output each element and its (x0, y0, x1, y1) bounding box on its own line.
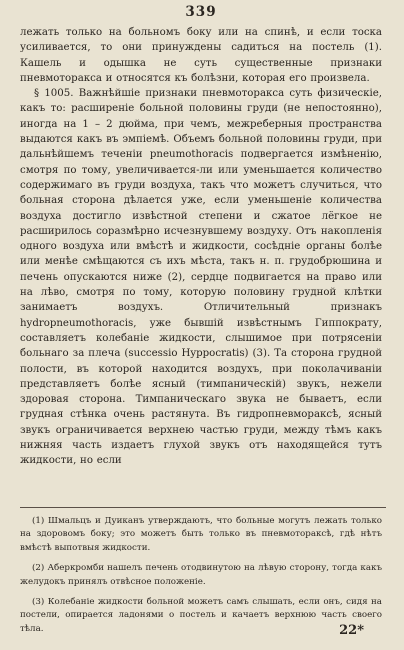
printer-signature-mark: 22* (339, 623, 364, 638)
paragraph-continuation: лежать только на больномъ боку или на спинѣ, и если тоска усиливается, то они принуждены садиться на постель (1). Кашель и одышка не суть существенные признаки пневмоторакса и относятся къ болѣзни, которая его произвела. (20, 27, 382, 84)
footnote-2: (2) Аберкромби нашелъ печень отодвинутою на лѣвую сторону, тогда какъ желудокъ принялъ отвѣсное положеніе. (20, 563, 382, 587)
paragraph-section-1005: § 1005. Важнѣйшіе признаки пневмоторакса суть физическіе, какъ то: расширеніе больной половины груди (не непостоянно), иногда на 1 – 2 дюйма, при чемъ, межреберныя пространства выдаются какъ въ эмпіемѣ. Объемъ больной половины груди, при дальнѣйшемъ теченіи pneumothoracis подвергается измѣненію, смотря по тому, увеличивается-ли или уменьшается количество содержимаго въ груди воздуха, такъ что можетъ случиться, что больная сторона дѣлается уже, если уменьшеніе количества воздуха достигло извѣстной степени и сжатое лёгкое не расширилось соразмѣрно исчезнувшему воздуху. Отъ накопленія одного воздуха или вмѣстѣ и жидкости, сосѣдніе органы болѣе или менѣе смѣщаются съ ихъ мѣста, такъ н. п. грудобрюшина и печень опускаются ниже (2), сердце подвигается на право или на лѣво, смотря по тому, которую половину грудной клѣтки занимаетъ воздухъ. Отличительный признакъ hydropneumothoracis, уже бывшій извѣстнымъ Гиппократу, составляетъ колебаніе жидкости, слышимое при потрясеніи больнаго за плеча (successio Hyppocratis) (3). Та сторона грудной полости, въ которой находится воздухъ, при поколачиваніи представляетъ болѣе ясный (тимпаническій) звукъ, нежели здоровая сторона. Тимпаническаго звука не бываетъ, если грудная стѣнка очень растянута. Въ гидропневмораксѣ, ясный звукъ ограничивается верхнею частью груди, между тѣмъ какъ нижняя часть издаетъ глухой звукъ отъ находящейся тутъ жидкости, но если (20, 88, 382, 467)
main-text (20, 25, 382, 469)
footnote-1: (1) Шмальцъ и Дуиканъ утверждаютъ, что больные могутъ лежать только на здоровомъ боку; это можетъ быть только въ пневмотораксѣ, гдѣ нѣтъ вмѣстѣ выпотвыя жидкости. (20, 515, 382, 554)
page-number: 339 (185, 4, 217, 20)
footnotes (20, 515, 382, 637)
footnote-3: (3) Колебаніе жидкости больной можетъ самъ слышать, если онъ, сидя на постели, опирается ладонями о постель и качаетъ верхнюю часть своего тѣла. (20, 596, 382, 635)
footnote-divider (20, 507, 386, 508)
